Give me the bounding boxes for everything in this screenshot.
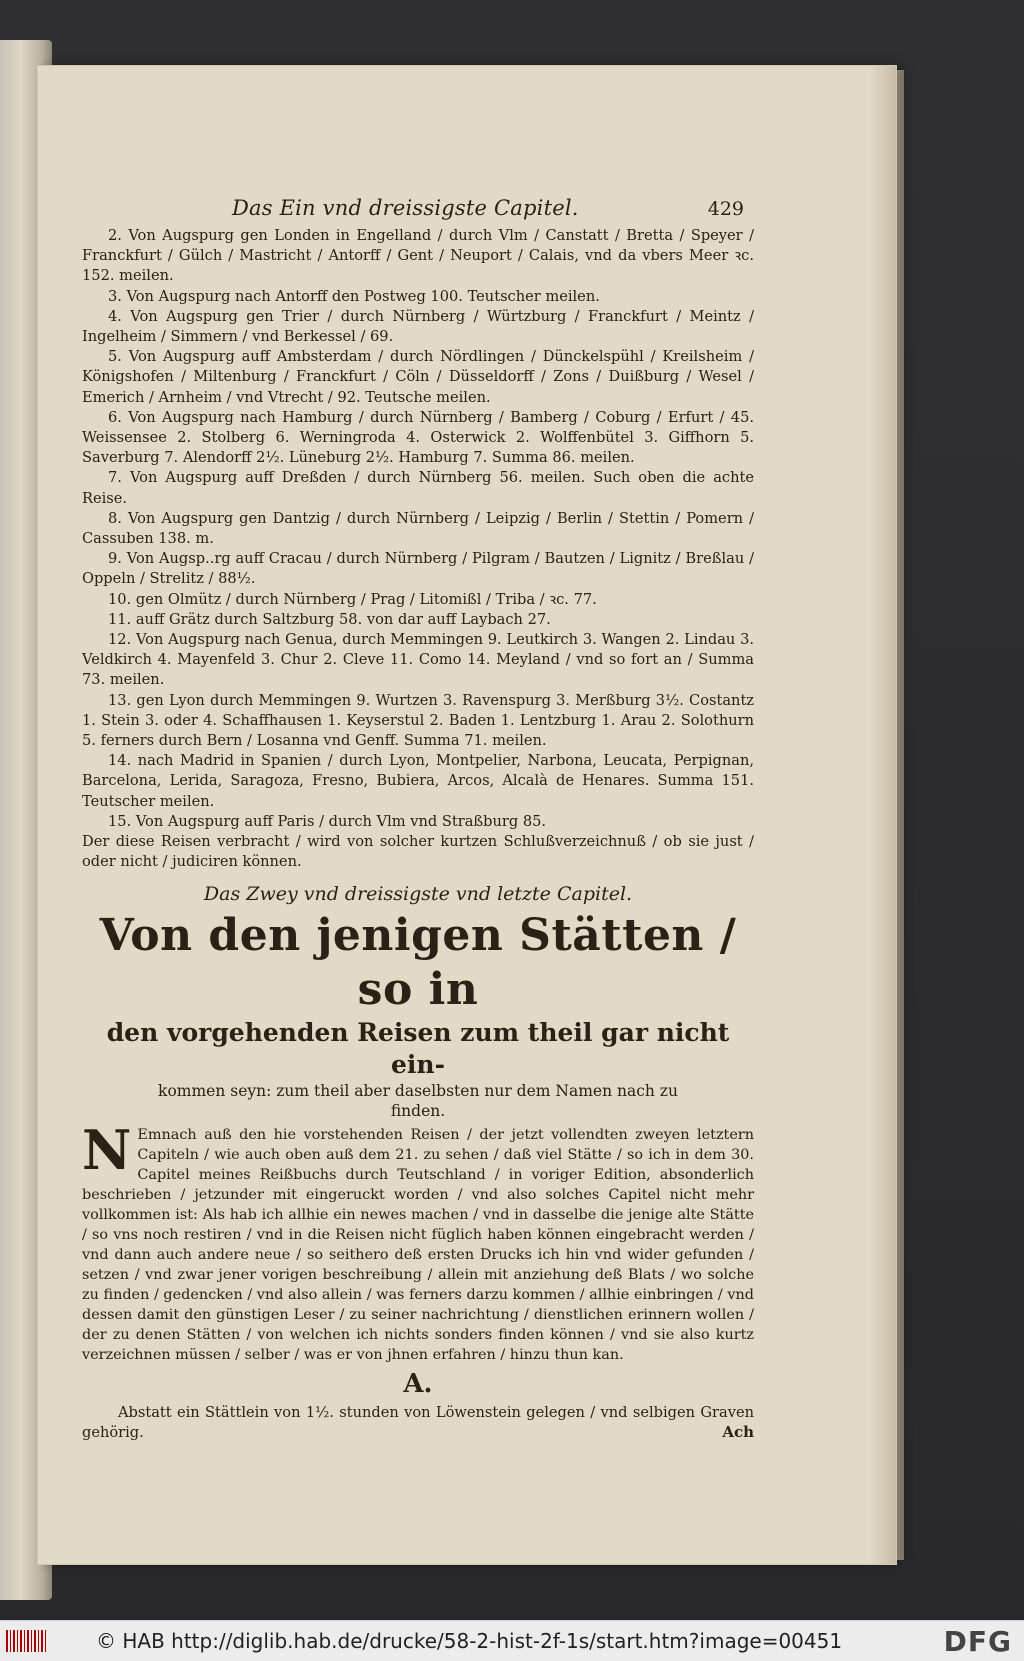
route-entry: 3. Von Augspurg nach Antorff den Postweg 100. Teutscher meilen.	[108, 287, 600, 305]
page-shadow	[870, 66, 896, 1564]
route-entry: 8. Von Augspurg gen Dantzig / durch Nürnberg / Leipzig / Berlin / Stettin / Pomern / Cassuben 138. m.	[82, 509, 754, 548]
route-entry: 11. auff Grätz durch Saltzburg 58. von dar auff Laybach 27.	[108, 610, 551, 628]
right-page-edge	[896, 70, 904, 1560]
route-entry: 2. Von Augspurg gen Londen in Engelland / durch Vlm / Canstatt / Bretta / Speyer / Franckfurt / Gülch / Mastricht / Antorff / Gent / Neuport / Calais, vnd da vbers Meer ꝛc. 152. meilen.	[82, 227, 754, 285]
intro-text: Emnach auß den hie vorstehenden Reisen / der jetzt vollendten zweyen letztern Capiteln / wie auch oben auß dem 21. zu sehen / daß viel Stätte / so ich in dem 30. Capitel meines Reißbuchs durch Teutschland / in voriger Edition, absonderlich beschrieben / jetzunder mit eingeruckt worden / vnd also solches Capitel nicht mehr vollkommen ist: Als hab ich allhie ein newes machen / vnd in dasselbe die jenige alte Stätte / so vns noch restiren / vnd in die Reisen nicht füglich haben können eingebracht werden / vnd dann auch andere neue / so seithero deß ersten Drucks ich hin vnd wider gefunden / setzen / vnd zwar jener vorigen beschreibung / allein mit anziehung deß Blats / wo solche zu finden / gedencken / vnd also allein / was ferners darzu kommen / allhie einbringen / vnd dessen damit den günstigen Leser / zu seiner nachrichtung / dienstlichen erinnern wollen / der zu denen Stätten / von welchen ich nichts sonders finden können / vnd sie also kurtz verzeichnen müssen / selber / was er von jhnen erfahren / hinzu thun kan.	[82, 1126, 754, 1363]
hab-barcode-icon	[6, 1630, 46, 1652]
closing-note: Der diese Reisen verbracht / wird von solcher kurtzen Schlußverzeichnuß / ob sie just / oder nicht / judiciren können.	[82, 833, 754, 871]
chapter-title-line-3: kommen seyn: zum theil aber daselbsten nur dem Namen nach zu finden.	[158, 1081, 678, 1120]
route-entry: 5. Von Augspurg auff Ambsterdam / durch Nördlingen / Dünckelspühl / Kreilsheim / Königshofen / Miltenburg / Franckfurt / Cöln / Düsseldorff / Zons / Duißburg / Wesel / Emerich / Arnheim / vnd Vtrecht / 92. Teutsche meilen.	[82, 348, 754, 406]
place-entry: Abstatt ein Stättlein von 1½. stunden von Löwenstein gelegen / vnd selbigen Graven gehörig.	[82, 1403, 754, 1441]
intro-paragraph	[82, 1117, 754, 1365]
footer-url[interactable]: © HAB http://diglib.hab.de/drucke/58-2-hist-2f-1s/start.htm?image=00451	[96, 1629, 843, 1653]
chapter-subtitle: Das Zwey vnd dreissigste vnd letzte Capitel.	[203, 882, 633, 905]
page-content	[82, 196, 754, 1441]
page-number: 429	[707, 198, 744, 220]
route-list	[82, 226, 754, 873]
section-letter: A.	[403, 1368, 433, 1399]
route-entry: 13. gen Lyon durch Memmingen 9. Wurtzen 3. Ravenspurg 3. Merßburg 3½. Costantz 1. Stein 3. oder 4. Schaffhausen 1. Keyserstul 2. Baden 1. Lentzburg 1. Arau 2. Solothurn 5. ferners durch Bern / Losanna vnd Genff. Summa 71. meilen.	[82, 691, 754, 750]
route-entry: 10. gen Olmütz / durch Nürnberg / Prag / Litomißl / Triba / ꝛc. 77.	[108, 590, 597, 608]
running-head-title: Das Ein vnd dreissigste Capitel.	[232, 196, 579, 220]
route-entry: 14. nach Madrid in Spanien / durch Lyon, Montpelier, Narbona, Leucata, Perpignan, Barcelona, Lerida, Saragoza, Fresno, Bubiera, Arcos, Alcalà de Henares. Summa 151. Teutscher meilen.	[82, 752, 754, 810]
book-page	[38, 66, 896, 1564]
route-entry: 9. Von Augsp..rg auff Cracau / durch Nürnberg / Pilgram / Bautzen / Lignitz / Breßlau / Oppeln / Strelitz / 88½.	[82, 550, 754, 588]
chapter-title-line-2: den vorgehenden Reisen zum theil gar nicht ein-	[106, 1017, 730, 1079]
drop-cap: N	[82, 1117, 132, 1182]
route-entry: 12. Von Augspurg nach Genua, durch Memmingen 9. Leutkirch 3. Wangen 2. Lindau 3. Veldkirch 4. Mayenfeld 3. Chur 2. Cleve 11. Como 14. Meyland / vnd so fort an / Summa 73. meilen.	[82, 631, 754, 689]
dfg-logo: DFG	[943, 1625, 1012, 1658]
footer-bar	[0, 1620, 1024, 1661]
route-entry: 6. Von Augspurg nach Hamburg / durch Nürnberg / Bamberg / Coburg / Erfurt / 45. Weissensee 2. Stolberg 6. Werningroda 4. Osterwick 2. Wolffenbütel 3. Giffhorn 5. Saverburg 7. Alendorff 2½. Lüneburg 2½. Hamburg 7. Summa 86. meilen.	[82, 408, 754, 467]
chapter-title: Von den jenigen Stätten / so in	[99, 909, 737, 1015]
catchword: Ach	[722, 1422, 754, 1441]
route-entry: 15. Von Augspurg auff Paris / durch Vlm vnd Straßburg 85.	[108, 812, 547, 830]
running-head	[82, 196, 754, 226]
route-entry: 4. Von Augspurg gen Trier / durch Nürnberg / Würtzburg / Franckfurt / Meintz / Ingelheim / Simmern / vnd Berkessel / 69.	[82, 307, 754, 346]
route-entry: 7. Von Augspurg auff Dreßden / durch Nürnberg 56. meilen. Such oben die achte Reise.	[82, 469, 754, 507]
